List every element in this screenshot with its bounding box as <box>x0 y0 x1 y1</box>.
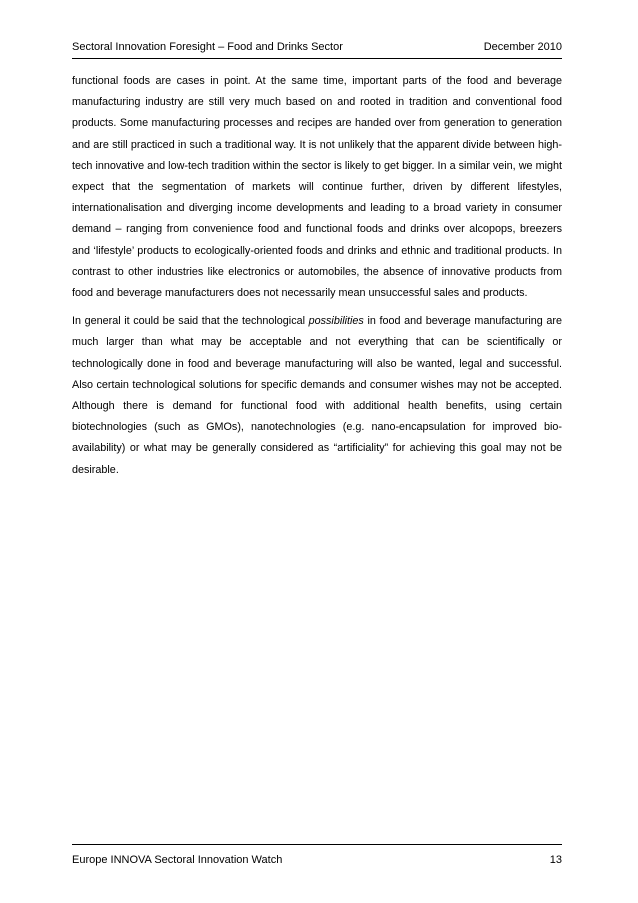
page-number: 13 <box>549 854 562 866</box>
page-footer <box>72 844 562 869</box>
page-header <box>72 40 562 59</box>
paragraph-text: In general it could be said that the technological <box>72 315 309 328</box>
emphasized-text: possibilities <box>308 315 364 328</box>
paragraph: functional foods are cases in point. At the same time, important parts of the food and beverage manufacturing industry are still very much based on and rooted in tradition and conventional food products. Some manufacturing processes and recipes are handed over from generation to generation and are still practiced in such a traditional way. It is not unlikely that the apparent divide between high-tech innovative and low-tech tradition within the sector is likely to get bigger. In a similar vein, we might expect that the segmentation of markets will continue further, driven by different lifestyles, internationalisation and diverging income developments and leading to a broad variety in consumer demand – ranging from convenience food and functional foods and drinks over alcopops, breezers and ‘lifestyle’ products to ecologically-oriented foods and drinks and ethnic and traditional products. In contrast to other industries like electronics or automobiles, the absence of innovative products from food and beverage manufacturers does not necessarily mean unsuccessful sales and products. <box>72 75 562 300</box>
header-date: December 2010 <box>483 41 562 53</box>
body-text <box>72 71 562 488</box>
paragraph <box>72 311 562 481</box>
footer-publisher: Europe INNOVA Sectoral Innovation Watch <box>72 854 283 866</box>
header-title: Sectoral Innovation Foresight – Food and Drinks Sector <box>72 41 343 53</box>
paragraph-text: in food and beverage manufacturing are much larger than what may be acceptable and not everything that can be scientifically or technologically done in food and beverage manufacturing will also be wanted, legal and successful. Also certain technological solutions for specific demands and consumer wishes may not be accepted. Although there is demand for functional food with additional health benefits, using certain biotechnologies (such as GMOs), nanotechnologies (e.g. nano-encapsulation for improved bio-availability) or what may be generally considered as “artificiality” for achieving this goal may not be desirable. <box>72 315 563 476</box>
